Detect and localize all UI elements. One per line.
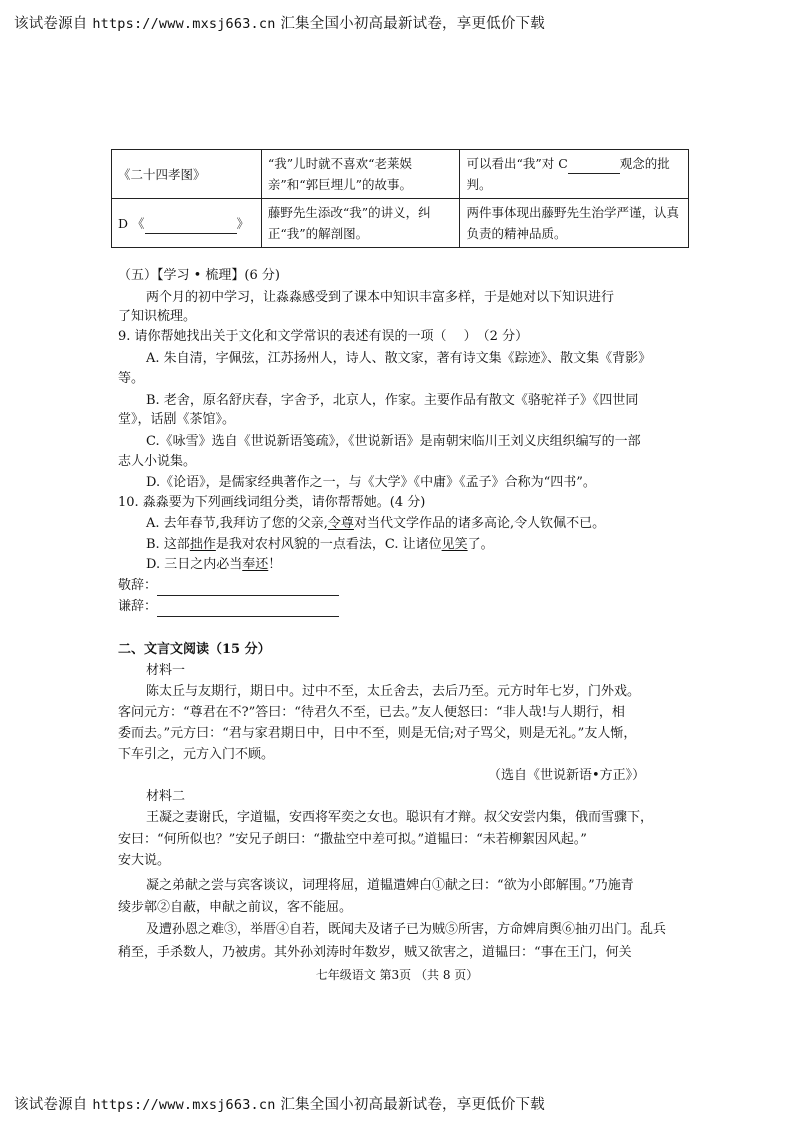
passage-line: 及遭孙恩之难③，举厝④自若，既闻夫及诸子已为贼⑤所害，方命婢肩舆⑥抽刃出门。乱兵: [146, 922, 667, 937]
material-title: 材料一: [146, 663, 186, 678]
answer-blank-c[interactable]: [568, 159, 620, 174]
q10-sentence-d: D. 三日之内必当奉还！: [146, 557, 282, 572]
passage-line: 下车引之，元方入门不顾。: [118, 747, 275, 762]
table-cell: “我”儿时就不喜欢“老莱娱亲”和“郭巨埋儿”的故事。: [261, 150, 460, 199]
passage-line: 稍至，手杀数人，乃被虏。其外孙刘涛时年数岁，贼又欲害之，道韫曰：“事在王门，何关: [118, 945, 632, 960]
banner-url-link[interactable]: https://www.mxsj663.cn: [92, 1097, 276, 1113]
underlined-word: 令尊: [327, 516, 354, 531]
respect-terms-label: 敬辞：: [118, 578, 158, 593]
table-row: [112, 199, 689, 248]
passage-line: 凝之弟献之尝与宾客谈议，词理将屈，道韫遣婢白①献之曰：“欲为小郎解围。”乃施青: [146, 878, 634, 893]
source-banner-bottom: [14, 1093, 545, 1114]
table-cell: 藤野先生添改“我”的讲义，纠正“我”的解剖图。: [261, 199, 460, 248]
passage-line: 陈太丘与友期行，期日中。过中不至，太丘舍去，去后乃至。元方时年七岁，门外戏。: [146, 684, 641, 699]
banner-url-link[interactable]: https://www.mxsj663.cn: [92, 16, 276, 32]
passage-line: 委而去。”元方曰：“君与家君期日中，日中不至，则是无信;对子骂父，则是无礼。”友人惭，: [118, 726, 637, 741]
underlined-word: 奉还: [242, 557, 269, 572]
book-reference-table: [111, 149, 689, 248]
page-footer: 七年级语文 第3页 （共 8 页）: [315, 968, 479, 982]
option-b: B. 老舍，原名舒庆春，字舍予，北京人，作家。主要作品有散文《骆驼祥子》《四世同: [146, 393, 639, 408]
table-row: [112, 150, 689, 199]
source-banner-top: [14, 12, 545, 33]
option-b-cont: 堂》，话剧《茶馆》。: [118, 412, 236, 427]
material-title: 材料二: [146, 789, 186, 804]
respect-terms-row: [118, 576, 339, 596]
table-cell: 两件事体现出藤野先生治学严谨，认真负责的精神品质。: [460, 199, 689, 248]
passage-line: 安曰：“何所似也？”安兄子朗曰：“撒盐空中差可拟。”道韫曰：“未若柳絮因风起。”: [118, 832, 587, 847]
table-cell: 可以看出“我”对 C 观念的批判。: [460, 150, 689, 199]
option-a: A. 朱自清，字佩弦，江苏扬州人，诗人、散文家，著有诗文集《踪迹》、散文集《背影》: [146, 351, 652, 366]
table-cell: D 《 》: [112, 199, 262, 248]
banner-suffix: 汇集全国小初高最新试卷，享更低价下载: [280, 16, 545, 32]
question-9: 9. 请你帮她找出关于文化和文学常识的表述有误的一项（ ） （2 分）: [118, 329, 529, 344]
option-c: C.《咏雪》选自《世说新语笺疏》，《世说新语》是南朝宋临川王刘义庆组织编写的一部: [146, 434, 641, 449]
banner-suffix: 汇集全国小初高最新试卷，享更低价下载: [280, 1097, 545, 1113]
intro-text: 两个月的初中学习，让淼淼感受到了课本中知识丰富多样，于是她对以下知识进行: [146, 290, 615, 305]
underlined-word: 见笑: [441, 537, 468, 552]
banner-prefix: 该试卷源自: [14, 16, 88, 32]
question-10: 10. 淼淼要为下列画线词组分类，请你帮帮她。(4 分): [118, 495, 426, 510]
passage-line: 安大说。: [118, 853, 171, 868]
answer-blank-d[interactable]: [145, 219, 237, 234]
q10-sentence-bc: B. 这部拙作是我对农村风貌的一点看法，C. 让诸位见笑了。: [146, 537, 494, 552]
option-c-cont: 志人小说集。: [118, 454, 197, 469]
respect-terms-blank[interactable]: [157, 581, 339, 596]
passage-line: 王凝之妻谢氏，字道韫，安西将军奕之女也。聪识有才辩。叔父安尝内集，俄而雪骤下，: [146, 810, 654, 825]
q10-sentence-a: A. 去年春节,我拜访了您的父亲,令尊对当代文学作品的诸多高论,令人钦佩不已。: [146, 516, 606, 531]
humble-terms-label: 谦辞：: [118, 599, 158, 614]
section-heading: （五）【学习 • 梳理】(6 分): [118, 268, 280, 283]
passage-line: 客问元方：“尊君在不?”答曰：“待君久不至，已去。”友人便怒曰：“非人哉!与人期行，相: [118, 705, 625, 720]
banner-prefix: 该试卷源自: [14, 1097, 88, 1113]
humble-terms-blank[interactable]: [157, 602, 339, 617]
humble-terms-row: [118, 597, 339, 617]
passage-source: （选自《世说新语•方正》）: [488, 768, 646, 783]
underlined-word: 拙作: [189, 537, 216, 552]
option-a-cont: 等。: [118, 371, 145, 386]
section-heading: 二、文言文阅读（15 分）: [118, 642, 271, 657]
option-d: D.《论语》，是儒家经典著作之一，与《大学》《中庸》《孟子》合称为“四书”。: [146, 475, 596, 490]
intro-text: 了知识梳理。: [118, 309, 197, 324]
passage-line: 绫步鄣②自蔽，申献之前议，客不能屈。: [118, 900, 353, 915]
table-cell: 《二十四孝图》: [112, 150, 262, 199]
